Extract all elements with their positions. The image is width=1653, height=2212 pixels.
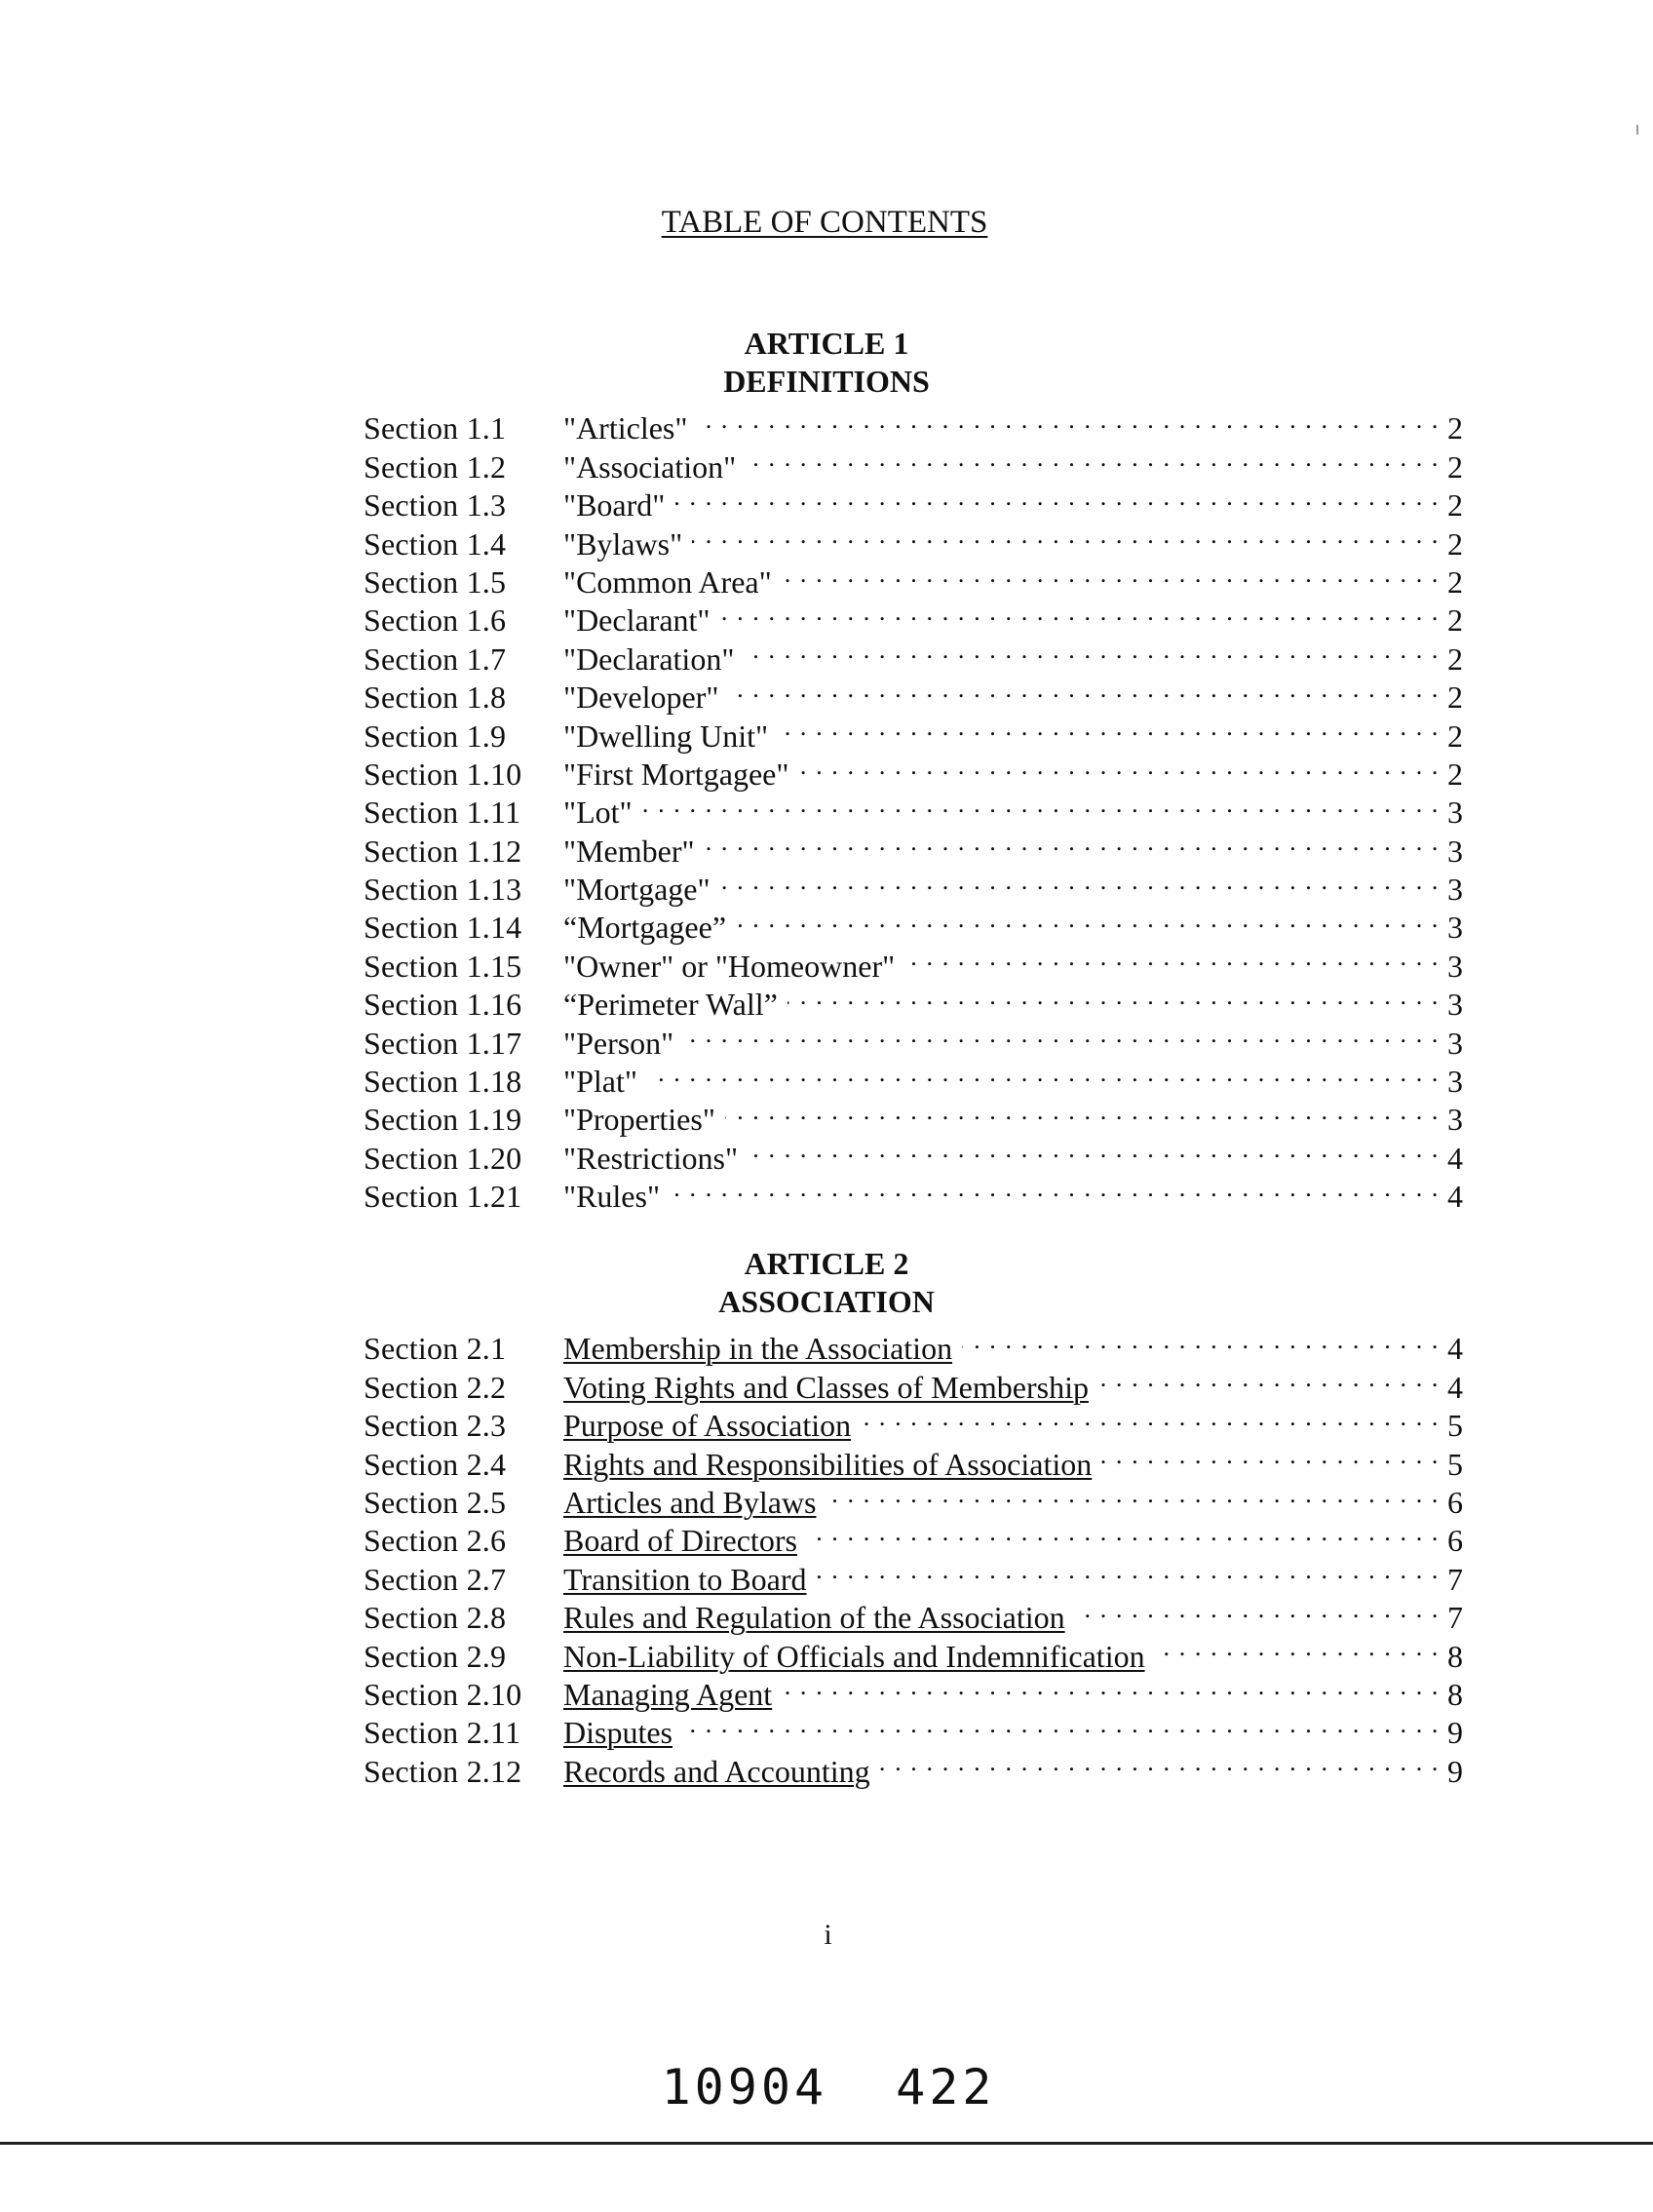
toc-entry bbox=[364, 516, 1463, 562]
toc-section-number: Section 2.11 bbox=[364, 1715, 521, 1751]
toc-section-title: “Perimeter Wall” bbox=[563, 987, 778, 1023]
toc-page-number: 7 bbox=[1447, 1561, 1463, 1597]
toc-entry bbox=[364, 670, 1463, 716]
toc-entry bbox=[364, 1705, 1463, 1751]
toc-page-number: 2 bbox=[1447, 756, 1463, 792]
toc-page-number: 6 bbox=[1447, 1484, 1463, 1520]
dot-leader bbox=[748, 1130, 1440, 1168]
toc-page-number: 2 bbox=[1447, 448, 1463, 485]
toc-page-number: 8 bbox=[1447, 1638, 1463, 1674]
toc-section-title: "Rules" bbox=[563, 1179, 661, 1215]
toc-section-number: Section 1.1 bbox=[364, 410, 507, 446]
toc-section-title: Non-Liability of Officials and Indemnification bbox=[563, 1638, 1145, 1674]
toc-page-number: 4 bbox=[1447, 1331, 1463, 1367]
toc-page-number: 3 bbox=[1447, 872, 1463, 908]
article-2-name: ASSOCIATION bbox=[718, 1284, 935, 1319]
dot-leader bbox=[642, 785, 1440, 823]
dot-leader bbox=[647, 1054, 1440, 1092]
toc-section-number: Section 1.3 bbox=[364, 487, 507, 524]
toc-entry bbox=[364, 785, 1463, 831]
toc-section-number: Section 2.12 bbox=[364, 1753, 522, 1789]
dot-leader bbox=[719, 593, 1440, 631]
toc-entry bbox=[364, 1475, 1463, 1520]
toc-section-number: Section 1.17 bbox=[364, 1025, 522, 1061]
article-2-section-list bbox=[364, 1321, 1463, 1789]
toc-page-number: 5 bbox=[1447, 1446, 1463, 1482]
article-1-name: DEFINITIONS bbox=[723, 364, 930, 399]
toc-section-title: "Board" bbox=[563, 487, 666, 524]
toc-section-number: Section 2.7 bbox=[364, 1561, 507, 1597]
toc-section-title: Rules and Regulation of the Association bbox=[563, 1600, 1065, 1636]
dot-leader bbox=[728, 670, 1440, 708]
toc-entry bbox=[364, 977, 1463, 1023]
toc-section-title: "Common Area" bbox=[563, 563, 772, 600]
toc-section-number: Section 1.6 bbox=[364, 602, 507, 639]
toc-section-number: Section 1.12 bbox=[364, 833, 522, 869]
toc-section-number: Section 1.21 bbox=[364, 1179, 522, 1215]
toc-entry bbox=[364, 1436, 1463, 1482]
toc-section-title: "Person" bbox=[563, 1025, 674, 1061]
toc-section-title: "Properties" bbox=[563, 1102, 715, 1138]
toc-entry bbox=[364, 1667, 1463, 1712]
toc-page-number: 7 bbox=[1447, 1600, 1463, 1636]
toc-page-number: 3 bbox=[1447, 910, 1463, 946]
toc-entry bbox=[364, 1015, 1463, 1061]
toc-section-number: Section 1.11 bbox=[364, 795, 521, 831]
toc-section-title: "First Mortgagee" bbox=[563, 756, 789, 792]
toc-section-title: Managing Agent bbox=[563, 1676, 773, 1712]
toc-section-title: Records and Accounting bbox=[563, 1753, 870, 1789]
dot-leader bbox=[746, 439, 1440, 477]
toc-entry bbox=[364, 1054, 1463, 1100]
toc-section-number: Section 1.13 bbox=[364, 872, 522, 908]
toc-section-title: "Mortgage" bbox=[563, 872, 711, 908]
toc-section-number: Section 1.7 bbox=[364, 640, 507, 677]
toc-section-title: "Declarant" bbox=[563, 602, 711, 639]
toc-page-number: 2 bbox=[1447, 602, 1463, 639]
toc-section-number: Section 1.20 bbox=[364, 1140, 522, 1176]
toc-section-number: Section 1.18 bbox=[364, 1064, 522, 1100]
toc-entry bbox=[364, 708, 1463, 754]
dot-leader bbox=[744, 631, 1440, 669]
toc-entry bbox=[364, 1092, 1463, 1138]
toc-entry bbox=[364, 1169, 1463, 1215]
toc-entry bbox=[364, 747, 1463, 792]
toc-page-number: 4 bbox=[1447, 1179, 1463, 1215]
dot-leader bbox=[674, 478, 1440, 516]
toc-entry bbox=[364, 1398, 1463, 1444]
toc-section-title: Voting Rights and Classes of Membership bbox=[563, 1369, 1089, 1405]
toc-entry bbox=[364, 1321, 1463, 1367]
dot-leader bbox=[826, 1475, 1441, 1513]
toc-section-number: Section 1.4 bbox=[364, 525, 507, 562]
toc-section-number: Section 2.8 bbox=[364, 1600, 507, 1636]
toc-entry bbox=[364, 862, 1463, 908]
dot-leader bbox=[880, 1743, 1440, 1781]
toc-section-title: Membership in the Association bbox=[563, 1331, 953, 1367]
toc-entry bbox=[364, 555, 1463, 600]
dot-leader bbox=[1075, 1590, 1440, 1628]
toc-section-title: Articles and Bylaws bbox=[563, 1484, 817, 1520]
toc-section-number: Section 1.15 bbox=[364, 948, 522, 984]
scan-speck bbox=[1636, 125, 1638, 135]
dot-leader bbox=[807, 1513, 1440, 1551]
toc-section-number: Section 1.2 bbox=[364, 448, 507, 485]
toc-section-title: "Member" bbox=[563, 833, 695, 869]
dot-leader bbox=[1098, 1359, 1440, 1397]
toc-section-title: "Restrictions" bbox=[563, 1140, 738, 1176]
dot-leader bbox=[725, 1092, 1440, 1130]
dot-leader bbox=[705, 823, 1440, 861]
toc-page-number: 9 bbox=[1447, 1753, 1463, 1789]
dot-leader bbox=[861, 1398, 1440, 1436]
toc-page-number: 2 bbox=[1447, 563, 1463, 600]
toc-page-number: 3 bbox=[1447, 795, 1463, 831]
toc-section-number: Section 2.3 bbox=[364, 1408, 507, 1444]
dot-leader bbox=[778, 708, 1440, 746]
toc-section-title: "Declaration" bbox=[563, 640, 735, 677]
toc-section-number: Section 1.16 bbox=[364, 987, 522, 1023]
toc-page-number: 2 bbox=[1447, 487, 1463, 524]
toc-page-number: 3 bbox=[1447, 1102, 1463, 1138]
toc-entry bbox=[364, 938, 1463, 984]
toc-entry bbox=[364, 1359, 1463, 1405]
dot-leader bbox=[683, 1015, 1440, 1053]
toc-section-number: Section 2.10 bbox=[364, 1676, 522, 1712]
toc-section-title: "Developer" bbox=[563, 679, 719, 716]
toc-entry bbox=[364, 631, 1463, 677]
toc-section-number: Section 1.9 bbox=[364, 718, 507, 754]
toc-section-number: Section 1.19 bbox=[364, 1102, 522, 1138]
toc-section-title: “Mortgagee” bbox=[563, 910, 727, 946]
article-1-section-list bbox=[364, 401, 1463, 1215]
toc-section-number: Section 2.5 bbox=[364, 1484, 507, 1520]
dot-leader bbox=[682, 1705, 1440, 1743]
toc-section-title: "Plat" bbox=[563, 1064, 637, 1100]
toc-page-number: 3 bbox=[1447, 987, 1463, 1023]
toc-entry bbox=[364, 1130, 1463, 1176]
toc-page-number: 2 bbox=[1447, 718, 1463, 754]
toc-section-title: "Association" bbox=[563, 448, 737, 485]
article-2-heading bbox=[0, 1245, 1653, 1321]
toc-title-text: TABLE OF CONTENTS bbox=[661, 205, 988, 240]
toc-entry bbox=[364, 823, 1463, 869]
page-number: i bbox=[824, 1919, 832, 1951]
toc-page-number: 3 bbox=[1447, 833, 1463, 869]
dot-leader bbox=[736, 900, 1440, 938]
dot-leader bbox=[1101, 1436, 1440, 1474]
dot-leader bbox=[782, 555, 1440, 593]
recording-stamp bbox=[0, 2059, 1653, 2115]
toc-section-title: Board of Directors bbox=[563, 1523, 797, 1559]
toc-page-number: 8 bbox=[1447, 1676, 1463, 1712]
dot-leader bbox=[697, 401, 1440, 439]
toc-page-number: 9 bbox=[1447, 1715, 1463, 1751]
dot-leader bbox=[1155, 1628, 1440, 1666]
toc-section-title: Purpose of Association bbox=[563, 1408, 852, 1444]
bottom-rule bbox=[0, 2142, 1653, 2145]
toc-section-title: "Lot" bbox=[563, 795, 633, 831]
dot-leader bbox=[798, 747, 1440, 785]
dot-leader bbox=[720, 862, 1440, 900]
toc-page-number: 5 bbox=[1447, 1408, 1463, 1444]
toc-entry bbox=[364, 478, 1463, 524]
stamp-book-number: 10904 bbox=[661, 2059, 828, 2115]
toc-section-title: Rights and Responsibilities of Association bbox=[563, 1446, 1093, 1482]
toc-page-number: 2 bbox=[1447, 640, 1463, 677]
toc-section-number: Section 1.10 bbox=[364, 756, 522, 792]
article-1-heading bbox=[0, 325, 1653, 401]
toc-entry bbox=[364, 401, 1463, 446]
toc-entry bbox=[364, 593, 1463, 639]
toc-page-number: 2 bbox=[1447, 410, 1463, 446]
toc-section-number: Section 2.4 bbox=[364, 1446, 507, 1482]
toc-section-number: Section 2.2 bbox=[364, 1369, 507, 1405]
toc-page-number: 4 bbox=[1447, 1140, 1463, 1176]
toc-section-number: Section 1.8 bbox=[364, 679, 507, 716]
toc-page-number: 3 bbox=[1447, 1064, 1463, 1100]
toc-section-title: Disputes bbox=[563, 1715, 673, 1751]
toc-page-number: 3 bbox=[1447, 948, 1463, 984]
toc-section-number: Section 1.5 bbox=[364, 563, 507, 600]
toc-entry bbox=[364, 1628, 1463, 1674]
toc-section-title: "Articles" bbox=[563, 410, 688, 446]
toc-section-number: Section 2.6 bbox=[364, 1523, 507, 1559]
toc-section-number: Section 1.14 bbox=[364, 910, 522, 946]
article-2-number: ARTICLE 2 bbox=[744, 1246, 909, 1281]
toc-entry bbox=[364, 439, 1463, 485]
article-1-number: ARTICLE 1 bbox=[744, 326, 909, 361]
toc-page-number: 2 bbox=[1447, 679, 1463, 716]
toc-page-number: 6 bbox=[1447, 1523, 1463, 1559]
stamp-page-number: 422 bbox=[896, 2059, 996, 2115]
dot-leader bbox=[817, 1551, 1441, 1589]
toc-entry bbox=[364, 900, 1463, 946]
dot-leader bbox=[692, 516, 1440, 554]
toc-title bbox=[0, 203, 1653, 242]
toc-section-title: "Bylaws" bbox=[563, 525, 683, 562]
toc-page-number: 4 bbox=[1447, 1369, 1463, 1405]
toc-section-title: "Dwelling Unit" bbox=[563, 718, 769, 754]
toc-entry bbox=[364, 1743, 1463, 1789]
toc-section-title: Transition to Board bbox=[563, 1561, 807, 1597]
toc-entry bbox=[364, 1513, 1463, 1559]
dot-leader bbox=[788, 977, 1440, 1015]
toc-page-number: 3 bbox=[1447, 1025, 1463, 1061]
toc-section-number: Section 2.1 bbox=[364, 1331, 507, 1367]
dot-leader bbox=[670, 1169, 1440, 1207]
dot-leader bbox=[782, 1667, 1440, 1705]
toc-page-number: 2 bbox=[1447, 525, 1463, 562]
toc-entry bbox=[364, 1551, 1463, 1597]
dot-leader bbox=[962, 1321, 1440, 1359]
toc-section-number: Section 2.9 bbox=[364, 1638, 507, 1674]
toc-entry bbox=[364, 1590, 1463, 1636]
dot-leader bbox=[904, 938, 1440, 976]
toc-section-title: "Owner" or "Homeowner" bbox=[563, 948, 896, 984]
